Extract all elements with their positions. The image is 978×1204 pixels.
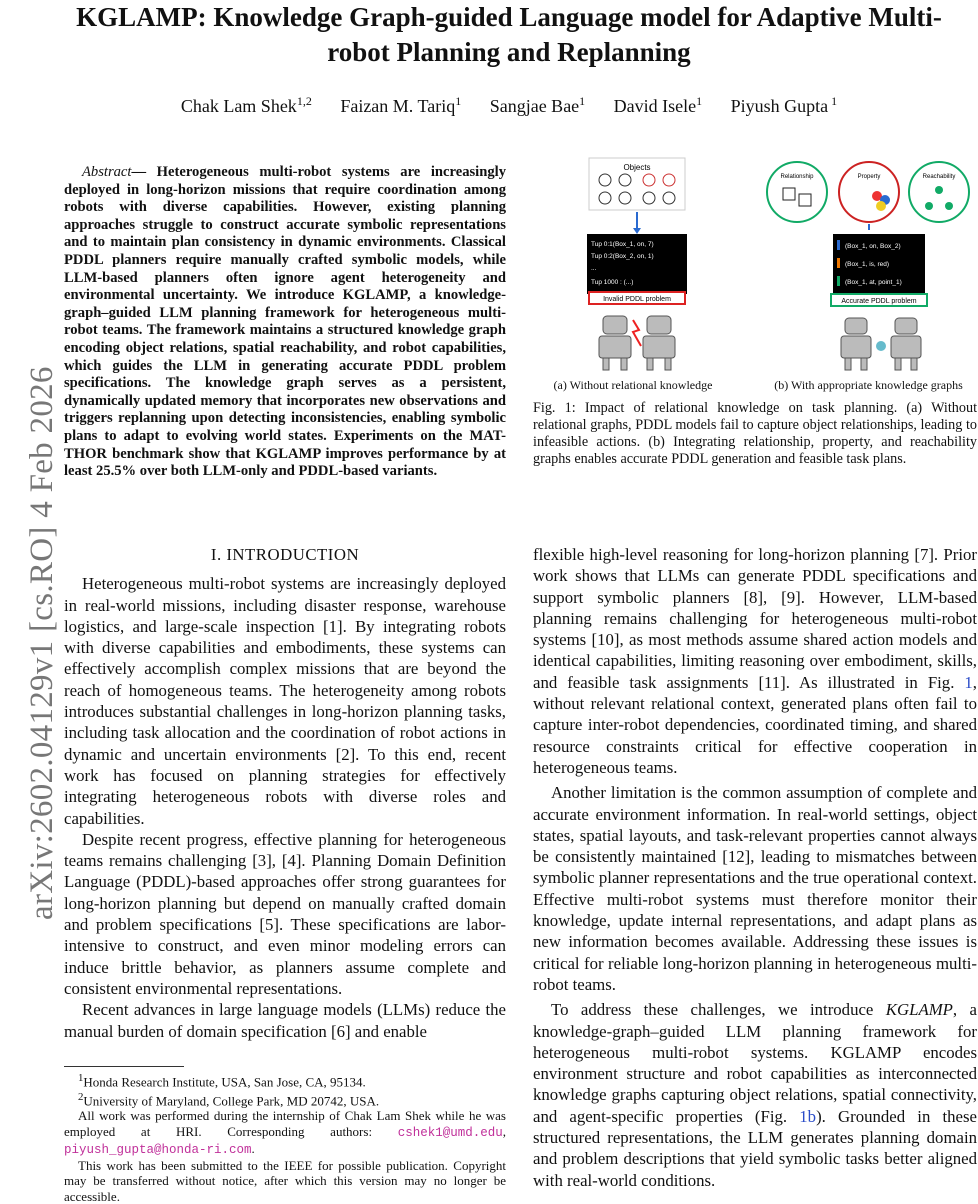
author: Chak Lam Shek$^{1,2}$ xyxy=(180,94,312,116)
code-line: (Box_1, is, red) xyxy=(845,261,890,268)
subcaption-b: (b) With appropriate knowledge graphs xyxy=(774,378,963,392)
robot-icon xyxy=(599,316,631,370)
paragraph: flexible high-level reasoning for long-horizon planning [7]. Prior work shows that LLMs can generate PDDL specifications and support symbolic planners [8], [9]. However, LLM-based planning remains challenging for heterogeneous multi-robot systems [10], as most methods assume shared action models and identical capabilities, limiting reasoning over embodiment, skills, and feasible task assignments [11]. As illustrated in Fig. 1, without relevant relational context, generated plans often fail to capture inter-robot dependencies, coordinated timing, and shared resource constraints critical for effective cooperation in heterogeneous teams. xyxy=(533,545,977,777)
footnote: This work has been submitted to the IEEE for possible publication. Copyright may be transferred without notice, after which this version may no longer be accessible. xyxy=(64,1158,506,1204)
code-line: Tup 1000 : (...) xyxy=(591,279,634,286)
figure-caption xyxy=(533,400,977,468)
objects-label: Objects xyxy=(623,163,651,172)
arxiv-stamp: arXiv:2602.04129v1 [cs.RO] 4 Feb 2026 xyxy=(24,366,60,920)
abstract-label: Abstract xyxy=(82,164,132,180)
handoff-object-icon xyxy=(876,341,886,351)
caption-label: Fig. 1: xyxy=(533,400,576,416)
paragraph: Another limitation is the common assumption of complete and accurate environment information. In real-world settings, object states, spatial layouts, and task-relevant properties cannot always be consistently maintained [12], leading to mismatches between symbolic planner representations and the true operational context. Effective multi-robot systems must therefore monitor their knowledge, update internal representations, and adapt plans as new information becomes available. Addressing these issues is critical for reliable long-horizon planning in heterogeneous multi-robot teams. xyxy=(533,783,977,994)
paper-title: KGLAMP: Knowledge Graph-guided Language model for Adaptive Multi-robot Planning and Replanning xyxy=(76,2,942,67)
code-line: Tup 0:2(Box_2, on, 1) xyxy=(591,253,654,260)
figure-1 xyxy=(533,150,977,390)
email-link[interactable]: cshek1@umd.edu xyxy=(397,1125,503,1140)
introduction-left xyxy=(64,544,506,1042)
invalid-banner: Invalid PDDL problem xyxy=(603,296,671,303)
graph-label: Reachability xyxy=(922,174,956,180)
accurate-banner: Accurate PDDL problem xyxy=(841,298,917,305)
figure-panel-b xyxy=(767,162,969,370)
robot-icon xyxy=(643,316,675,370)
figure-panel-a xyxy=(587,158,687,370)
abstract xyxy=(64,164,506,481)
author: David Isele$^1$ xyxy=(613,94,703,116)
footnote: All work was performed during the internship of Chak Lam Shek while he was employed at HRI. Corresponding authors: cshek1@umd.edu, piyush_gupta@honda-ri.com. xyxy=(64,1108,506,1157)
section-heading: I. INTRODUCTION xyxy=(210,545,360,564)
figure-ref-link[interactable]: 1 xyxy=(964,672,973,692)
figure-ref-link[interactable]: 1b xyxy=(799,1106,817,1126)
introduction-right xyxy=(533,544,977,1191)
code-line: (Box_1, at, point_1) xyxy=(845,279,902,286)
code-line: Tup 0:1(Box_1, on, 7) xyxy=(591,241,654,248)
graph-label: Relationship xyxy=(780,174,814,180)
paragraph: Recent advances in large language models (LLMs) reduce the manual burden of domain specification [6] and enable xyxy=(64,1000,506,1041)
author: Faizan M. Tariq$^1$ xyxy=(340,94,462,116)
abstract-text: — Heterogeneous multi-robot systems are increasingly deployed in long-horizon missions that require coordination among robots with diverse capabilities. However, existing planning approaches struggle to construct accurate symbolic representations and to maintain plan consistency in dynamic environments. Classical PDDL planners require manually crafted symbolic models, while LLM-based planners often ignore agent heterogeneity and environmental uncertainty. We introduce KGLAMP, a knowledge-graph–guided LLM planning framework for heterogeneous multi-robot teams. The framework maintains a structured knowledge graph encoding object relations, spatial reachability, and robot capabilities, which guides the LLM in generating accurate PDDL problem specifications. The knowledge graph serves as a persistent, dynamically updated memory that incorporates new observations and triggers replanning upon detecting inconsistencies, enabling symbolic plans to adapt to evolving world states. Experiments on the MAT-THOR benchmark show that KGLAMP improves performance by at least 25.5% over both LLM-only and PDDL-based variants. xyxy=(64,164,506,480)
footnote: $^1$Honda Research Institute, USA, San Jose, CA, 95134. xyxy=(78,1072,366,1090)
paragraph: Heterogeneous multi-robot systems are increasingly deployed in real-world missions, including disaster response, warehouse logistics, and large-scale inspection [1]. By integrating robots with diverse capabilities and embodiments, these systems can effectively accomplish complex missions that are beyond the reach of homogeneous teams. The heterogeneity among robots introduces substantial challenges in long-horizon planning tasks, including task allocation and the coordination of robot actions in dynamic and uncertain environments [2]. To this end, recent work has focused on planning strategies for effectively integrating heterogeneous robots with diverse roles and capabilities. xyxy=(64,574,506,828)
footnotes xyxy=(64,1066,506,1204)
author: Piyush Gupta $^1$ xyxy=(730,94,838,116)
email-link[interactable]: piyush_gupta@honda-ri.com xyxy=(64,1142,252,1157)
footnote-rule xyxy=(64,1066,184,1067)
author: Sangjae Bae$^1$ xyxy=(489,94,586,116)
footnote: $^2$University of Maryland, College Park, MD 20742, USA. xyxy=(78,1090,380,1108)
graph-label: Property xyxy=(857,174,881,180)
robot-icon xyxy=(891,318,921,370)
author-list xyxy=(60,94,958,117)
paragraph: Despite recent progress, effective planning for heterogeneous teams remains challenging [3], [4]. Planning Domain Definition Language (PDDL)-based approaches offer strong guarantees for long-horizon planning but depend on manually crafted domain and problem specifications [5]. These specifications are labor-intensive to construct, and even minor modeling errors can induce brittle behavior, as planners assume complete and consistent environmental representations. xyxy=(64,829,506,998)
paragraph: To address these challenges, we introduce KGLAMP, a knowledge-graph–guided LLM planning framework for heterogeneous multi-robot systems. KGLAMP encodes environment structure and robot capabilities as interconnected knowledge graphs capturing object relations, spatial connectivity, and agent-specific properties (Fig. 1b). Grounded in these structured representations, the LLM generates planning domain and problem descriptions that yield symbolic tasks better aligned with real-world conditions. xyxy=(533,1000,977,1190)
subcaption-a: (a) Without relational knowledge xyxy=(553,378,713,392)
caption-text: Impact of relational knowledge on task planning. (a) Without relational graphs, PDDL models fail to capture object relationships, leading to infeasible actions. (b) Integrating relationship, property, and reachability graphs enables accurate PDDL generation and feasible task plans. xyxy=(533,400,978,467)
code-line: ... xyxy=(591,265,597,272)
robot-icon xyxy=(841,318,871,370)
code-line: (Box_1, on, Box_2) xyxy=(845,243,901,250)
